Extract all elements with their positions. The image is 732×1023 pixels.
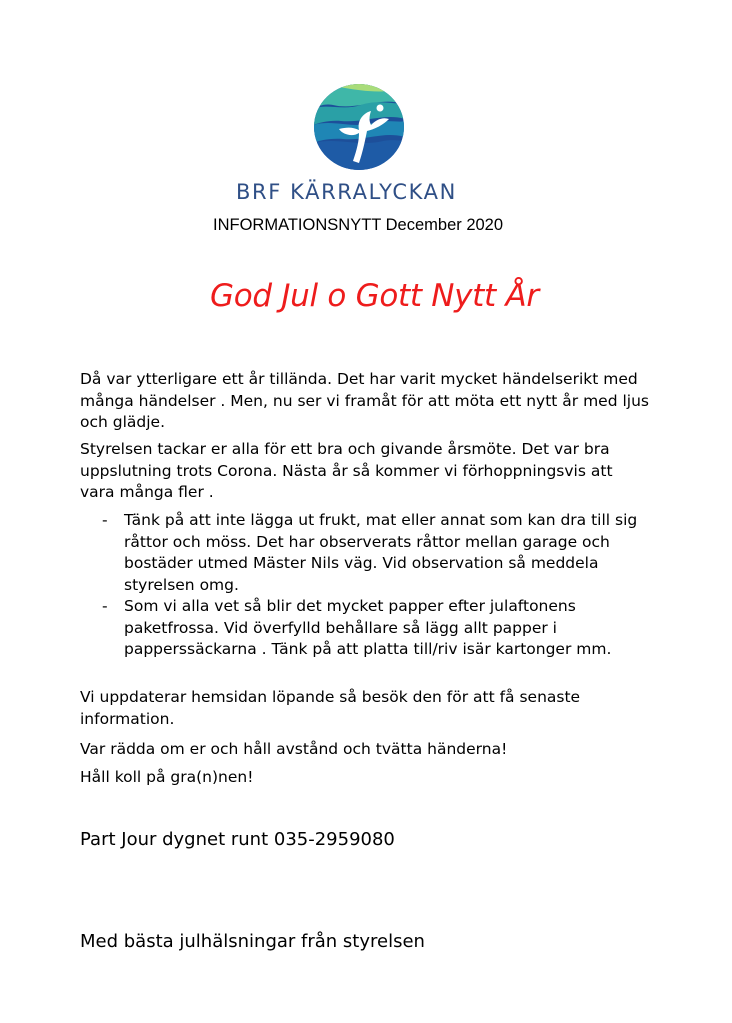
paragraph-text: Vi uppdaterar hemsidan löpande så besök den för att få senaste information.	[80, 688, 581, 728]
list-item	[102, 510, 662, 596]
brand-name: BRF KÄRRALYCKAN	[236, 180, 457, 204]
intro-paragraph	[80, 369, 650, 434]
brf-karralyckan-logo-icon	[313, 83, 405, 171]
bullet-marker: -	[102, 511, 108, 529]
signoff: Med bästa julhälsningar från styrelsen	[80, 931, 425, 952]
stay-safe-paragraph	[80, 739, 650, 761]
list-item	[102, 596, 662, 661]
list-item-text: Tänk på att inte lägga ut frukt, mat eller annat som kan dra till sig råttor och möss. Det har observerats råttor mellan garage och bostäder utmed Mäster Nils väg. Vid observation så meddela styrelsen omg.	[124, 511, 638, 594]
paragraph-text: Var rädda om er och håll avstånd och tvätta händerna!	[80, 740, 508, 758]
part-jour-phone: Part Jour dygnet runt 035-2959080	[80, 829, 395, 850]
website-paragraph	[80, 687, 650, 730]
annual-meeting-paragraph	[80, 439, 650, 504]
neighbours-paragraph	[80, 767, 650, 789]
holiday-greeting: God Jul o Gott Nytt År	[210, 278, 539, 314]
newsletter-title: INFORMATIONSNYTT December 2020	[213, 216, 504, 234]
paragraph-text: Då var ytterligare ett år tillända. Det har varit mycket händelserikt med många händelser . Men, nu ser vi framåt för att möta ett nytt år med ljus och glädje.	[80, 370, 649, 431]
notice-list	[102, 510, 662, 661]
bullet-marker: -	[102, 597, 108, 615]
list-item-text: Som vi alla vet så blir det mycket papper efter julaftonens paketfrossa. Vid överfylld behållare så lägg allt papper i papperssäckarna . Tänk på att platta till/riv isär kartonger mm.	[124, 597, 612, 658]
paragraph-text: Håll koll på gra(n)nen!	[80, 768, 254, 786]
paragraph-text: Styrelsen tackar er alla för ett bra och givande årsmöte. Det var bra uppslutning trots Corona. Nästa år så kommer vi förhoppningsvis att vara många fler .	[80, 440, 613, 501]
